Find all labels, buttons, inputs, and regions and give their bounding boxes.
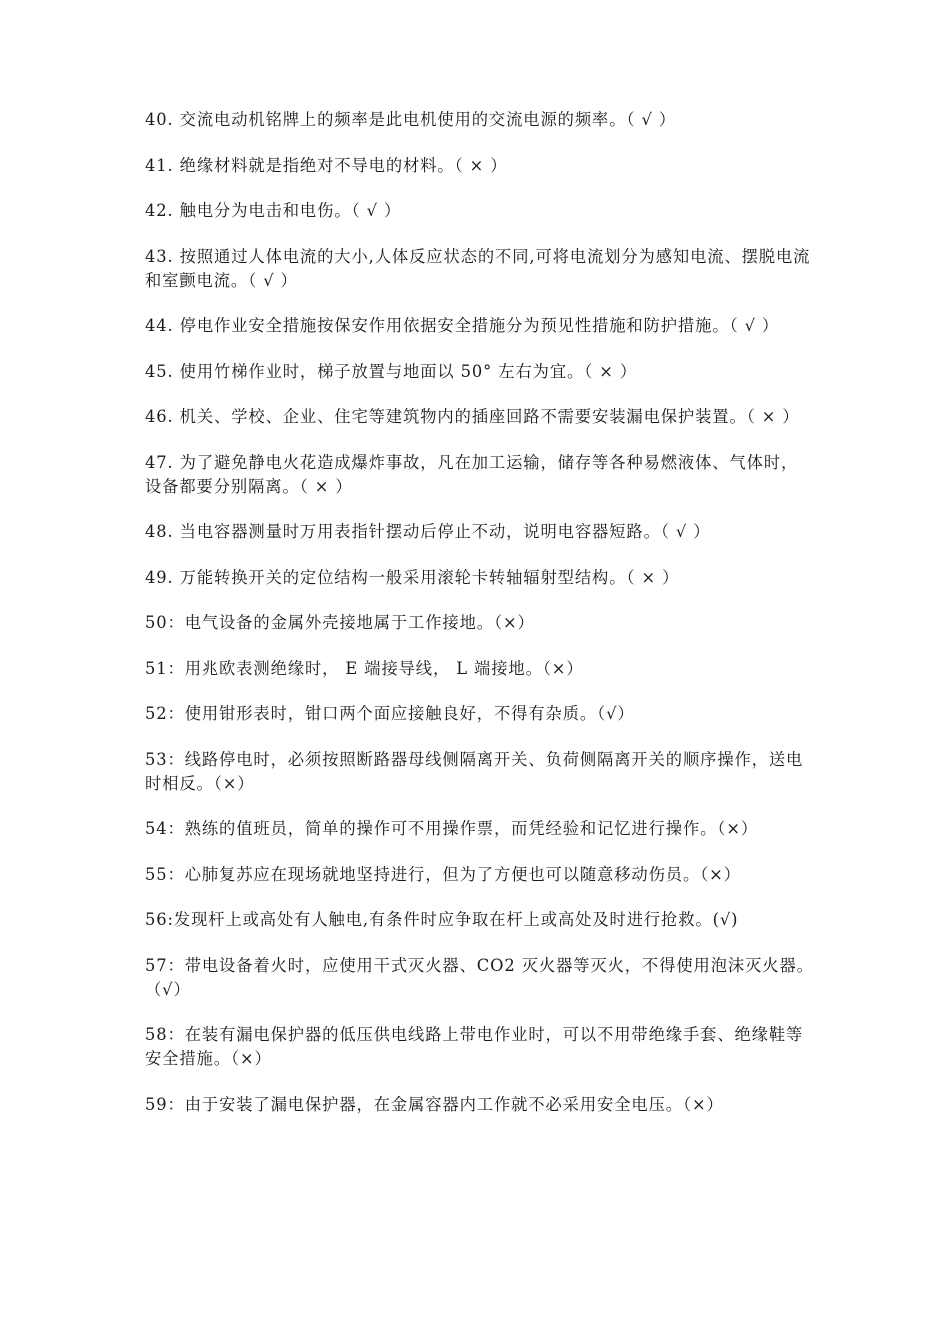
question-52: 52：使用钳形表时，钳口两个面应接触良好，不得有杂质。（√） bbox=[145, 704, 635, 723]
question-46: 46. 机关、学校、企业、住宅等建筑物内的插座回路不需要安装漏电保护装置。（ × ） bbox=[145, 407, 800, 426]
question-48: 48. 当电容器测量时万用表指针摆动后停止不动，说明电容器短路。（ √ ） bbox=[145, 522, 711, 541]
question-54: 54：熟练的值班员，简单的操作可不用操作票，而凭经验和记忆进行操作。（×） bbox=[145, 819, 759, 838]
question-59: 59：由于安装了漏电保护器，在金属容器内工作就不必采用安全电压。（×） bbox=[145, 1094, 724, 1114]
question-57: 57：带电设备着火时，应使用干式灭火器、CO2 灭火器等灭火，不得使用泡沫灭火器。（√） bbox=[145, 955, 814, 999]
question-58: 58：在装有漏电保护器的低压供电线路上带电作业时，可以不用带绝缘手套、绝缘鞋等安全措施。（×） bbox=[145, 1025, 804, 1068]
question-53: 53：线路停电时，必须按照断路器母线侧隔离开关、负荷侧隔离开关的顺序操作，送电时相反。（×） bbox=[145, 749, 804, 793]
question-51: 51：用兆欧表测绝缘时， E 端接导线， L 端接地。（×） bbox=[145, 658, 584, 678]
document-page bbox=[145, 108, 815, 1138]
question-45: 45. 使用竹梯作业时，梯子放置与地面以 50° 左右为宜。（ × ） bbox=[145, 361, 638, 381]
question-50: 50：电气设备的金属外壳接地属于工作接地。（×） bbox=[145, 613, 535, 632]
question-43: 43. 按照通过人体电流的大小,人体反应状态的不同,可将电流划分为感知电流、摆脱电流和室颤电流。（ √ ） bbox=[145, 246, 811, 290]
question-41: 41. 绝缘材料就是指绝对不导电的材料。（ × ） bbox=[145, 155, 508, 175]
question-40: 40. 交流电动机铭牌上的频率是此电机使用的交流电源的频率。（ √ ） bbox=[145, 110, 677, 129]
question-42: 42. 触电分为电击和电伤。（ √ ） bbox=[145, 201, 402, 220]
question-47: 47. 为了避免静电火花造成爆炸事故，凡在加工运输，储存等各种易燃液体、气体时，设备都要分别隔离。（ × ） bbox=[145, 452, 799, 496]
question-56: 56:发现杆上或高处有人触电,有条件时应争取在杆上或高处及时进行抢救。(√) bbox=[145, 910, 739, 929]
question-55: 55：心肺复苏应在现场就地坚持进行，但为了方便也可以随意移动伤员。（×） bbox=[145, 864, 741, 884]
question-44: 44. 停电作业安全措施按保安作用依据安全措施分为预见性措施和防护措施。（ √ ） bbox=[145, 316, 780, 335]
question-49: 49. 万能转换开关的定位结构一般采用滚轮卡转轴辐射型结构。（ × ） bbox=[145, 567, 680, 587]
